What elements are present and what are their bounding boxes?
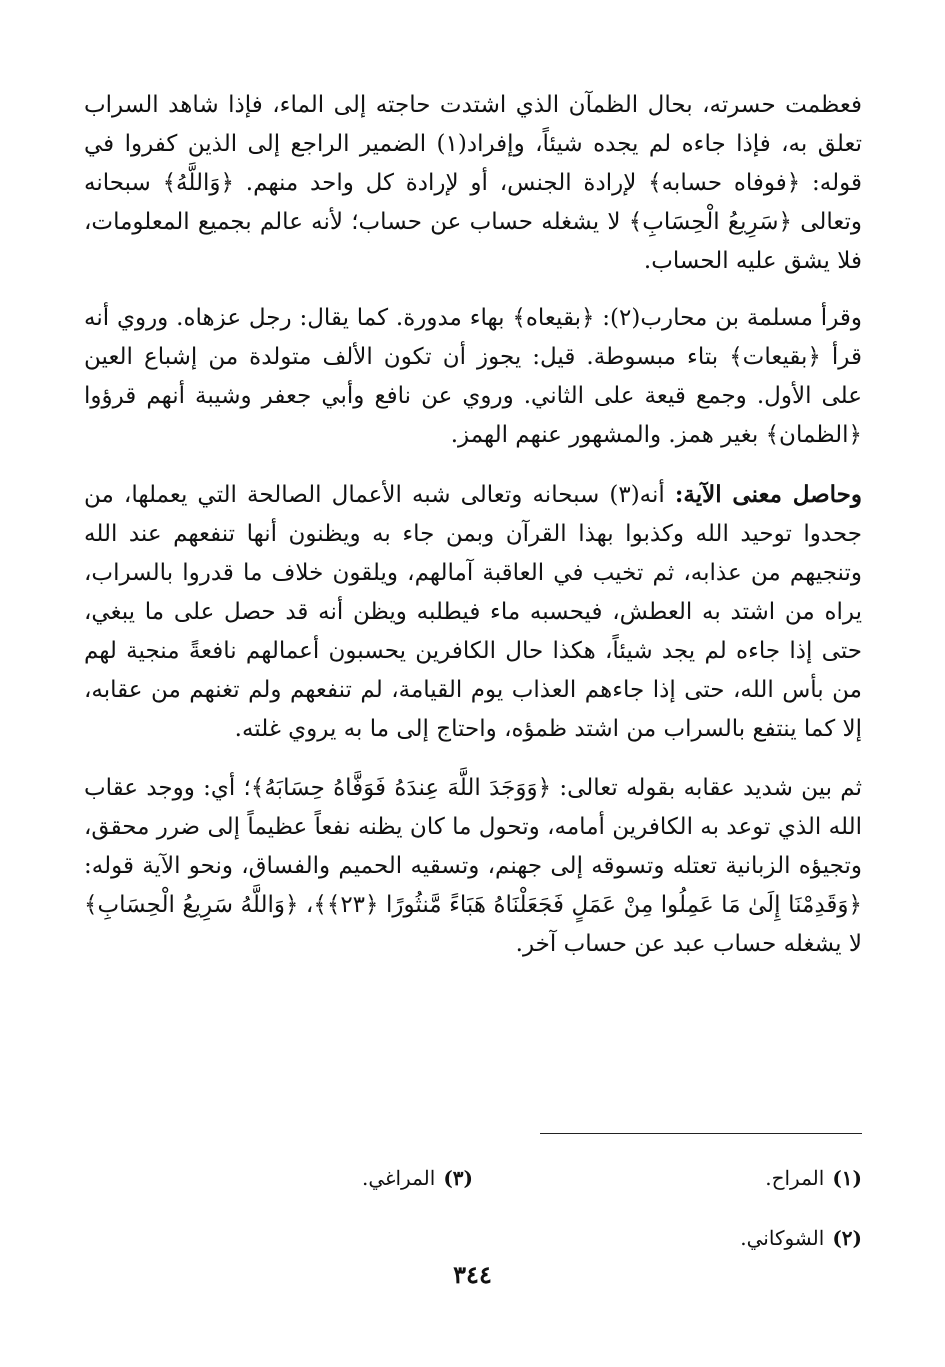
footnote-2 — [442, 1221, 862, 1255]
paragraph-3-lead: وحاصل معنى الآية: — [674, 481, 862, 508]
paragraph-3 — [84, 475, 862, 749]
footnote-2-number: (٢) — [832, 1226, 862, 1250]
paragraph-1-text: فعظمت حسرته، بحال الظمآن الذي اشتدت حاجته إلى الماء، فإذا شاهد السراب تعلق به، فإذا جاءه لم يجده شيئاً، وإفراد(١) الضمير الراجع إلى الذين كفروا في قوله: ﴿فوفاه حسابه﴾ لإرادة الجنس، أو لإرادة كل واحد منهم. ﴿وَاللَّهُ﴾ سبحانه وتعالى ﴿سَرِيعُ الْحِسَابِ﴾ لا يشغله حساب عن حساب؛ لأنه عالم بجميع المعلومات، فلا يشق عليه الحساب. — [84, 92, 862, 274]
paragraph-2 — [84, 299, 862, 455]
footnote-2-text: الشوكاني. — [740, 1226, 825, 1250]
paragraph-1 — [84, 86, 862, 281]
footnote-3 — [84, 1161, 473, 1195]
footnote-row-1 — [84, 1148, 862, 1208]
footnote-1-number: (١) — [832, 1166, 862, 1190]
footnote-1 — [473, 1161, 862, 1195]
footnotes — [84, 1148, 862, 1268]
footnote-3-text: المراغي. — [362, 1166, 436, 1190]
footnote-row-2 — [84, 1208, 862, 1268]
main-text — [84, 86, 862, 984]
footnote-3-number: (٣) — [443, 1166, 473, 1190]
paragraph-3-text: أنه(٣) سبحانه وتعالى شبه الأعمال الصالحة التي يعملها، من جحدوا توحيد الله وكذبوا بهذا القرآن وبمن جاء به ويظنون أنها تنفعهم عند الله وتنجيهم من عذابه، ثم تخيب في العاقبة آمالهم، ويلقون خلاف ما قدروا بالسراب، يراه من اشتد به العطش، فيحسبه ماء فيطلبه ويظن أنه قد حصل على ما يبغي، حتى إذا جاءه لم يجد شيئاً، هكذا حال الكافرين يحسبون أعمالهم نافعةً منجية لهم من بأس الله، حتى إذا جاءهم العذاب يوم القيامة، لم تنفعهم ولم تغنهم من عقابه، إلا كما ينتفع بالسراب من اشتد ظمؤه، واحتاج إلى ما به يروي غلته. — [84, 482, 862, 742]
page-number: ٣٤٤ — [453, 1260, 492, 1289]
paragraph-2-text: وقرأ مسلمة بن محارب(٢): ﴿بقيعاه﴾ بهاء مدورة. كما يقال: رجل عزهاه. وروي أنه قرأ ﴿بقيعات﴾ بتاء مبسوطة. قيل: يجوز أن تكون الألف متولدة من إشباع العين على الأول. وجمع قيعة على الثاني. وروي عن نافع وأبي جعفر وشيبة أنهم قرؤوا ﴿الظمان﴾ بغير همز. والمشهور عنهم الهمز. — [84, 305, 862, 448]
paragraph-4 — [84, 769, 862, 964]
footnote-1-text: المراح. — [765, 1166, 825, 1190]
footnote-divider — [540, 1133, 862, 1134]
paragraph-4-text: ثم بين شديد عقابه بقوله تعالى: ﴿وَوَجَدَ اللَّهَ عِندَهُ فَوَفَّاهُ حِسَابَهُ﴾؛ أي: ووجد عقاب الله الذي توعد به الكافرين أمامه، وتحول ما كان يظنه نفعاً عظيماً إلى ضرر محقق، وتجيؤه الزبانية تعتله وتسوقه إلى جهنم، وتسقيه الحميم والفساق، ونحو الآية قوله: ﴿وَقَدِمْنَا إِلَىٰ مَا عَمِلُوا مِنْ عَمَلٍ فَجَعَلْنَاهُ هَبَاءً مَّنثُورًا ﴿٢٣﴾﴾، ﴿وَاللَّهُ سَرِيعُ الْحِسَابِ﴾ لا يشغله حساب عبد عن حساب آخر. — [84, 775, 862, 957]
